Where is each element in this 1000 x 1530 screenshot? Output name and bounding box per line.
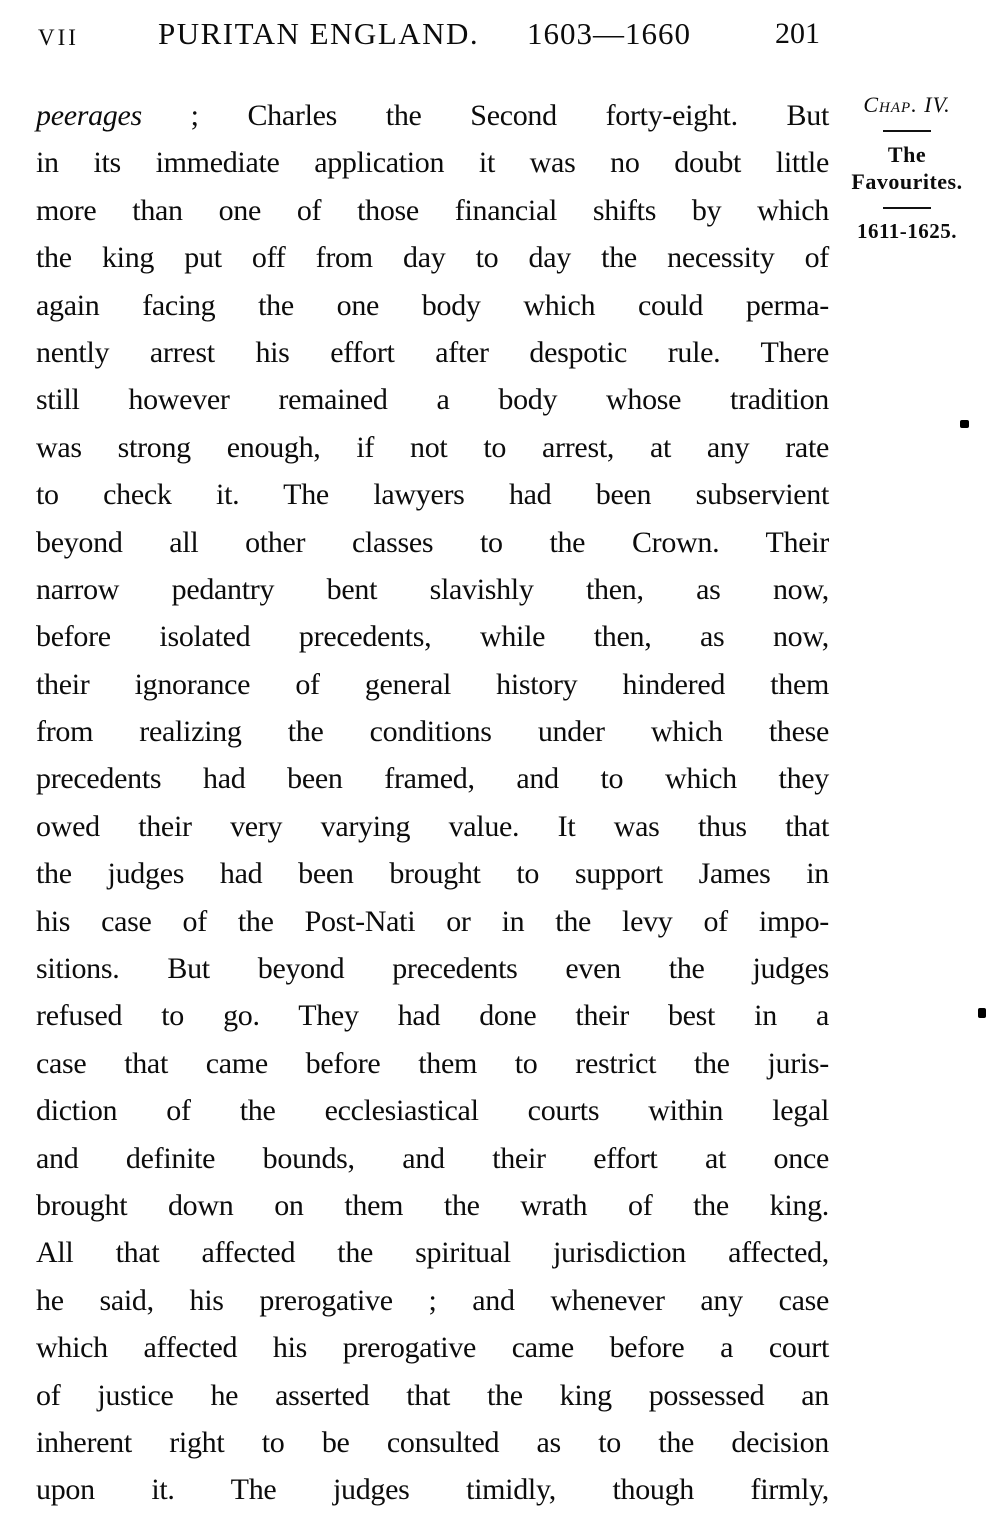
running-title: PURITAN ENGLAND. <box>158 16 480 51</box>
text-line: diction of the ecclesiastical courts within legal <box>36 1094 829 1128</box>
text-line: was strong enough, if not to arrest, at any rate <box>36 430 829 464</box>
text-line: he said, his prerogative ; and whenever any case <box>36 1283 829 1317</box>
text-line: peerages ; Charles the Second forty-eight. But <box>36 99 829 132</box>
sidenote-dates: 1611-1625. <box>856 219 958 243</box>
text-line: of justice he asserted that the king possessed an <box>36 1378 829 1412</box>
text-line: his case of the Post-Nati or in the levy of impo- <box>36 904 829 938</box>
header-date-range: 1603—1660 <box>527 16 691 51</box>
text-line: again facing the one body which could perma- <box>36 288 829 322</box>
italic-word: peerages <box>36 99 142 132</box>
text-line: which affected his prerogative came before a court <box>36 1331 829 1365</box>
text-line: case that came before them to restrict the juris- <box>36 1046 829 1080</box>
text-line: All that affected the spiritual jurisdiction affected, <box>36 1236 829 1270</box>
text-line: owed their very varying value. It was thus that <box>36 809 829 843</box>
text-line: and definite bounds, and their effort at once <box>36 1141 829 1175</box>
text-line: the judges had been brought to support James in <box>36 857 829 891</box>
text-line: the king put off from day to day the necessity of <box>36 241 829 275</box>
ink-speck <box>978 1008 986 1018</box>
text-line: beyond all other classes to the Crown. Their <box>36 525 829 559</box>
text-line: precedents had been framed, and to which they <box>36 762 829 796</box>
chapter-numeral: VII <box>38 25 79 50</box>
text-line: in its immediate application it was no doubt little <box>36 146 829 180</box>
text-line: from realizing the conditions under which these <box>36 715 829 749</box>
text-line: brought down on them the wrath of the king. <box>36 1188 829 1222</box>
sidenote-divider-rule <box>883 207 931 209</box>
sidenote-chapter-label: Chap. IV. <box>863 92 951 117</box>
margin-sidenotes <box>840 92 974 244</box>
text-line: upon it. The judges timidly, though firmly, <box>36 1473 829 1507</box>
text-line: refused to go. They had done their best in a <box>36 999 829 1033</box>
ink-speck <box>960 420 969 428</box>
text-line: still however remained a body whose tradition <box>36 383 829 417</box>
text-line: sitions. But beyond precedents even the judges <box>36 952 829 986</box>
sidenote-section-title-line1: The <box>887 142 927 167</box>
sidenote-divider-rule <box>883 130 931 132</box>
sidenote-section-title-line2: Favourites. <box>851 169 963 194</box>
text-line: to check it. The lawyers had been subservient <box>36 478 829 512</box>
page-number: 201 <box>775 17 820 50</box>
text-line: inherent right to be consulted as to the decision <box>36 1425 829 1459</box>
text-line: narrow pedantry bent slavishly then, as now, <box>36 572 829 606</box>
text-line: their ignorance of general history hindered them <box>36 667 829 701</box>
text-line: nently arrest his effort after despotic rule. There <box>36 335 829 369</box>
body-text <box>36 92 829 1514</box>
text-line: before isolated precedents, while then, as now, <box>36 620 829 654</box>
text-line: more than one of those financial shifts by which <box>36 193 829 227</box>
